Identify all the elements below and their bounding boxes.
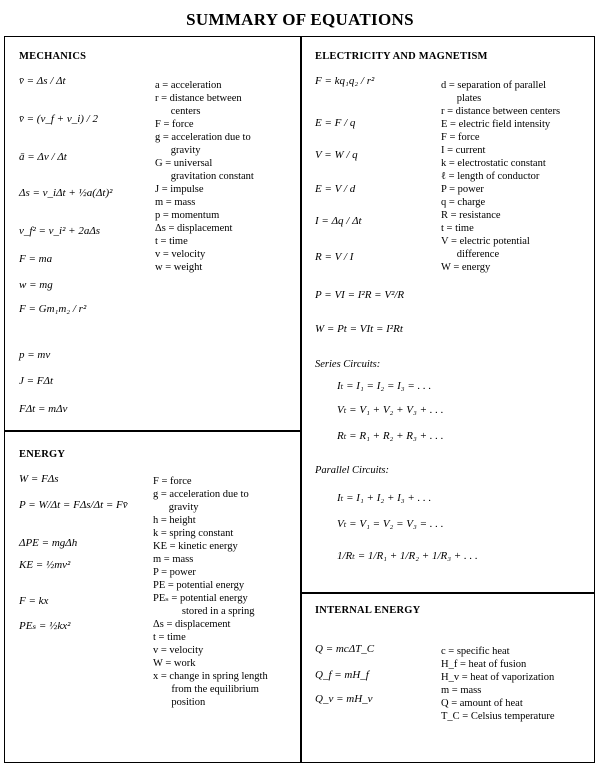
equation: E = V / d	[315, 183, 356, 195]
definition: t = time	[155, 236, 188, 247]
definition: KE = kinetic energy	[153, 541, 238, 552]
equation: Q = mcΔT_C	[315, 643, 375, 655]
definition: gravitation constant	[155, 171, 254, 182]
equation: P = VI = I²R = V²/R	[315, 289, 405, 301]
definition: F = force	[155, 119, 194, 130]
definition: g = acceleration due to	[155, 132, 251, 143]
equation: J = FΔt	[19, 375, 54, 387]
series-equation: Rₜ = R₁ + R₂ + R₃ + . . .	[337, 430, 444, 442]
energy-heading: ENERGY	[19, 449, 66, 460]
equation: F = Gm₁m₂ / r²	[19, 303, 87, 315]
parallel-equation: Vₜ = V₁ = V₂ = V₃ = . . .	[337, 518, 444, 530]
equation: W = FΔs	[19, 473, 59, 485]
series-equation: Iₜ = I₁ = I₂ = I₃ = . . .	[337, 380, 432, 392]
definition: v = velocity	[155, 249, 206, 260]
definition: P = power	[153, 567, 196, 578]
definition: x = change in spring length	[153, 671, 268, 682]
equation: F = kq₁q₂ / r²	[315, 75, 375, 87]
equation: W = Pt = VIt = I²Rt	[315, 323, 403, 335]
equation: w = mg	[19, 279, 53, 291]
definition: ℓ = length of conductor	[441, 171, 540, 182]
definition: Q = amount of heat	[441, 698, 523, 709]
parallel-circuits-heading: Parallel Circuits:	[315, 465, 389, 476]
internal-energy-heading: INTERNAL ENERGY	[315, 605, 421, 616]
definition: m = mass	[441, 685, 482, 696]
definition: R = resistance	[441, 210, 501, 221]
definition: F = force	[441, 132, 480, 143]
equation: F = ma	[19, 253, 53, 265]
definition: Δs = displacement	[155, 223, 233, 234]
definition: from the equilibrium	[153, 684, 259, 695]
equation: V = W / q	[315, 149, 358, 161]
electricity-internal-divider	[300, 592, 594, 594]
definition: W = energy	[441, 262, 491, 273]
equation: v_f² = v_i² + 2aΔs	[19, 225, 101, 237]
equation: Q_v = mH_v	[315, 693, 373, 705]
definition: m = mass	[155, 197, 196, 208]
equation-sheet	[4, 36, 595, 763]
definition: I = current	[441, 145, 486, 156]
definition: t = time	[153, 632, 186, 643]
equation: p = mv	[19, 349, 51, 361]
definition: g = acceleration due to	[153, 489, 249, 500]
definition: h = height	[153, 515, 196, 526]
equation: F = kx	[19, 595, 49, 607]
definition: plates	[441, 93, 482, 104]
equation: PEₛ = ½kx²	[19, 620, 71, 632]
definition: J = impulse	[155, 184, 204, 195]
equation: E = F / q	[315, 117, 356, 129]
equation: R = V / I	[315, 251, 354, 263]
series-circuits-heading: Series Circuits:	[315, 359, 381, 370]
definition: Δs = displacement	[153, 619, 231, 630]
definition: PE = potential energy	[153, 580, 245, 591]
definition: r = distance between	[155, 93, 242, 104]
equation: Δs = v_iΔt + ½a(Δt)²	[19, 187, 113, 199]
definition: T_C = Celsius temperature	[441, 711, 555, 722]
definition: r = distance between centers	[441, 106, 561, 117]
equation: v̄ = (v_f + v_i) / 2	[19, 113, 98, 125]
definition: m = mass	[153, 554, 194, 565]
parallel-equation: Iₜ = I₁ + I₂ + I₃ + . . .	[337, 492, 432, 504]
definition: PEₛ = potential energy	[153, 593, 248, 604]
equation: ΔPE = mgΔh	[19, 537, 78, 549]
definition: V = electric potential	[441, 236, 530, 247]
definition: gravity	[153, 502, 199, 513]
equation: FΔt = mΔv	[19, 403, 68, 415]
definition: d = separation of parallel	[441, 80, 547, 91]
definition: G = universal	[155, 158, 213, 169]
definition: centers	[155, 106, 201, 117]
definition: q = charge	[441, 197, 486, 208]
equation: KE = ½mv²	[19, 559, 71, 571]
definition: k = electrostatic constant	[441, 158, 546, 169]
equation: I = Δq / Δt	[315, 215, 362, 227]
definition: c = specific heat	[441, 646, 510, 657]
series-equation: Vₜ = V₁ + V₂ + V₃ + . . .	[337, 404, 444, 416]
definition: W = work	[153, 658, 196, 669]
equation: v̄ = Δs / Δt	[19, 75, 66, 87]
definition: stored in a spring	[153, 606, 255, 617]
equation: Q_f = mH_f	[315, 669, 369, 681]
definition: F = force	[153, 476, 192, 487]
mechanics-heading: MECHANICS	[19, 51, 87, 62]
equation: ā = Δv / Δt	[19, 151, 67, 163]
definition: k = spring constant	[153, 528, 234, 539]
definition: E = electric field intensity	[441, 119, 551, 130]
definition: a = acceleration	[155, 80, 222, 91]
electricity-heading: ELECTRICITY AND MAGNETISM	[315, 51, 488, 62]
definition: P = power	[441, 184, 484, 195]
definition: v = velocity	[153, 645, 204, 656]
definition: H_v = heat of vaporization	[441, 672, 555, 683]
definition: t = time	[441, 223, 474, 234]
definition: w = weight	[155, 262, 203, 273]
definition: difference	[441, 249, 500, 260]
definition: H_f = heat of fusion	[441, 659, 527, 670]
column-divider	[300, 37, 302, 762]
equation: P = W/Δt = FΔs/Δt = Fv̄	[19, 499, 128, 511]
definition: position	[153, 697, 206, 708]
page-title: SUMMARY OF EQUATIONS	[186, 10, 414, 29]
definition: p = momentum	[155, 210, 220, 221]
parallel-equation: 1/Rₜ = 1/R₁ + 1/R₂ + 1/R₃ + . . .	[337, 550, 478, 562]
mechanics-energy-divider	[5, 430, 300, 432]
definition: gravity	[155, 145, 201, 156]
